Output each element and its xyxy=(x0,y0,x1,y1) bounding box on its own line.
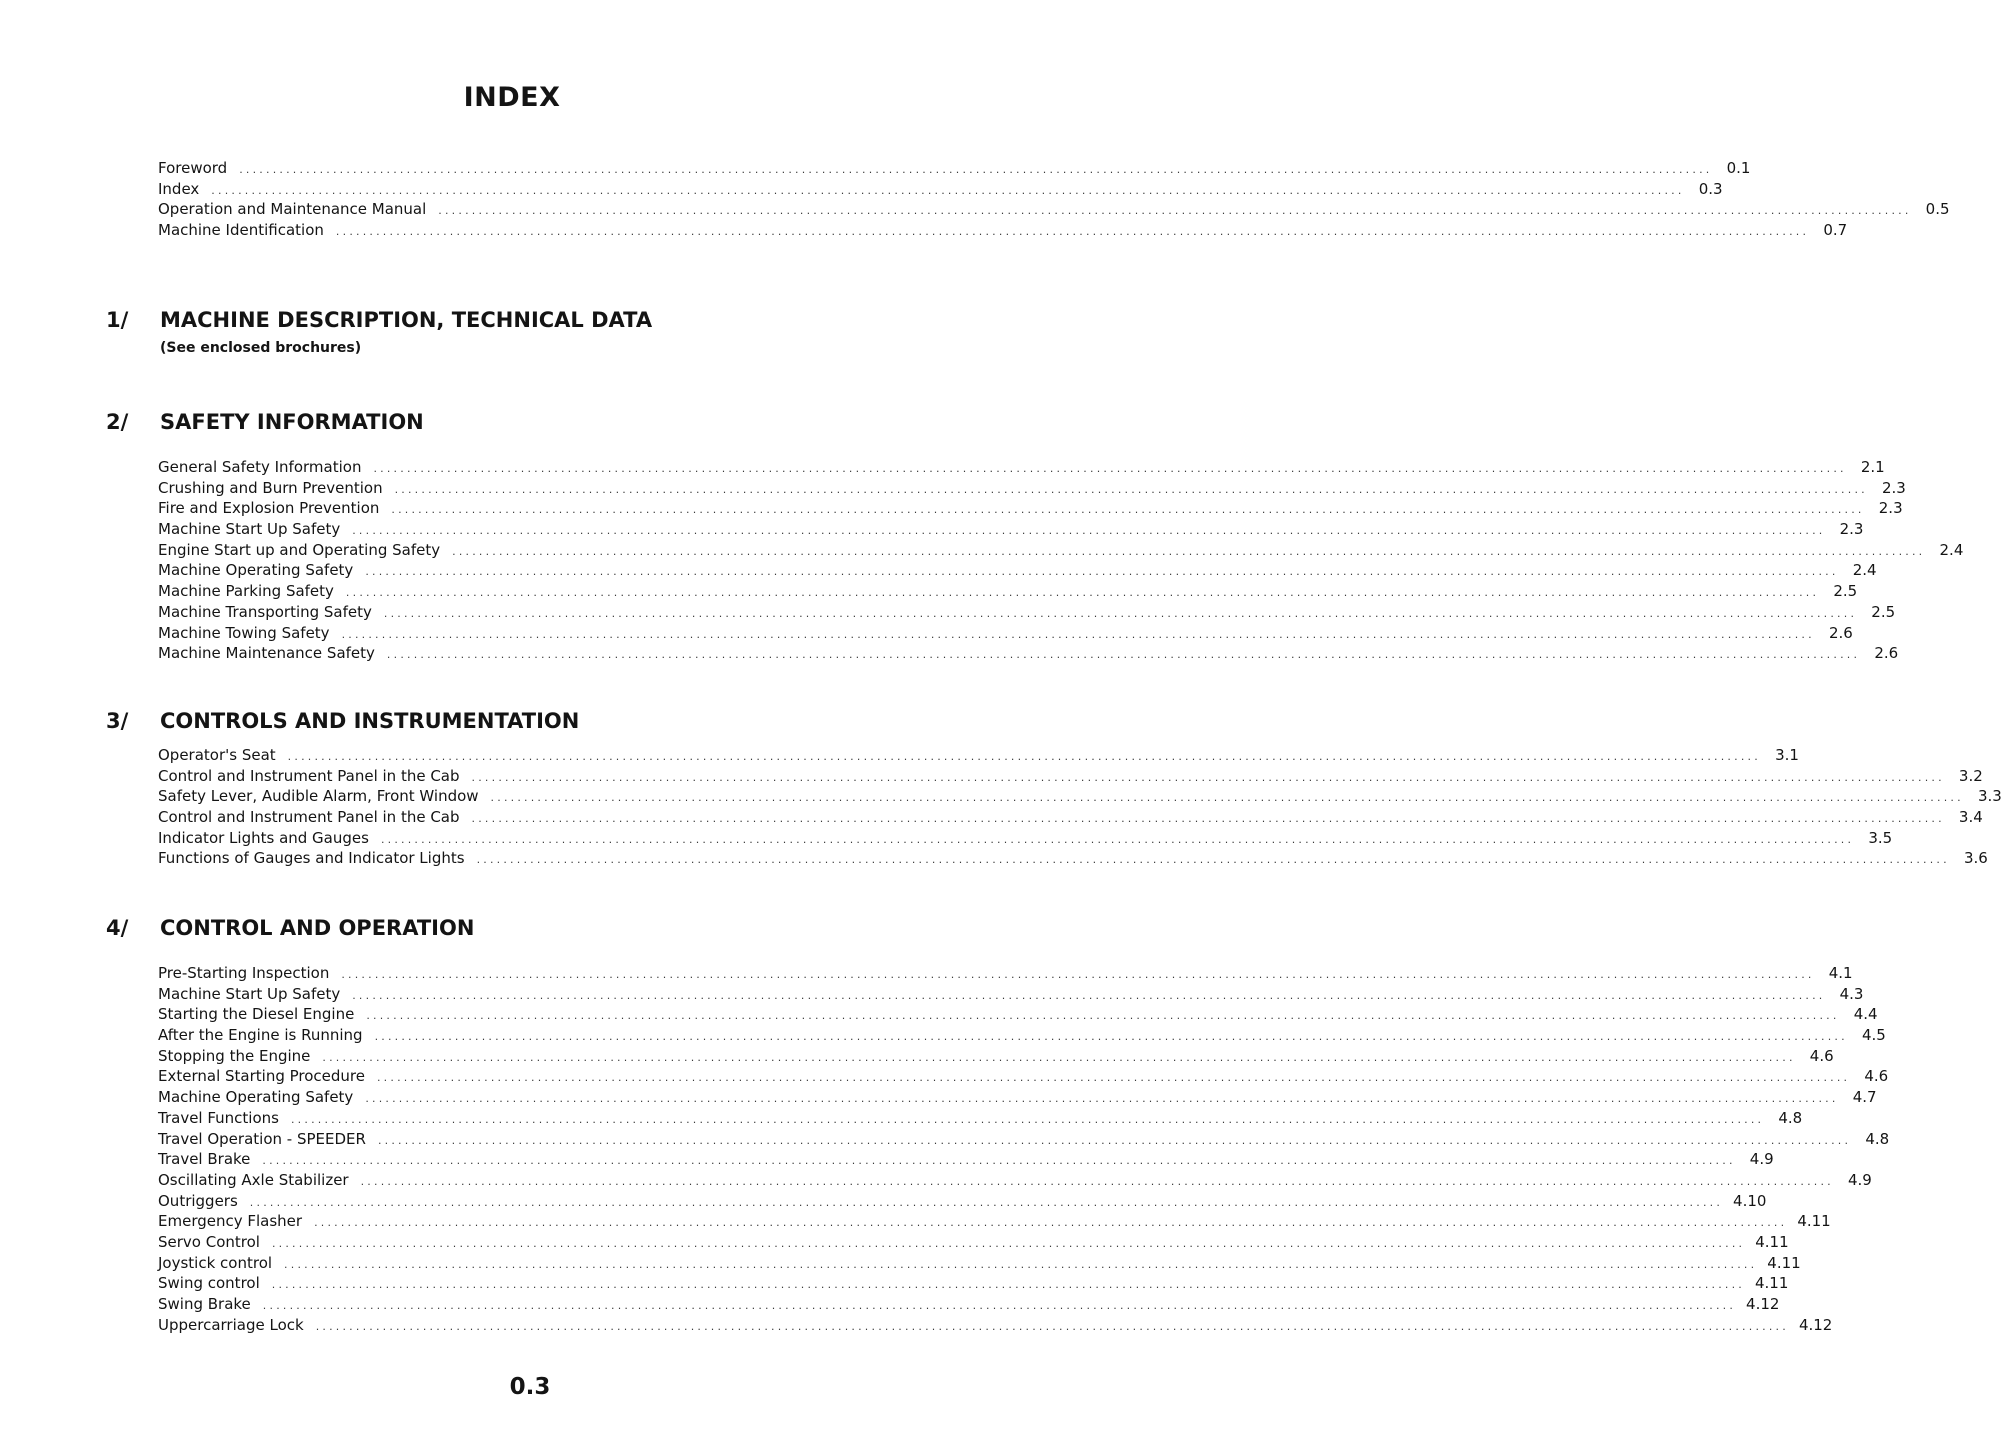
toc-entry[interactable] xyxy=(158,1273,1789,1294)
toc-entry[interactable] xyxy=(158,766,1983,787)
leader-dots: ............................................................................................................................................................................................................................ xyxy=(271,1278,1745,1292)
leader-dots: ............................................................................................................................................................................................................................ xyxy=(335,225,1810,239)
toc-section-3 xyxy=(158,745,2002,869)
leader-dots: ............................................................................................................................................................................................................................ xyxy=(471,812,1945,826)
toc-entry-label: Machine Start Up Safety xyxy=(158,520,341,539)
toc-entry[interactable] xyxy=(158,498,1903,519)
section-number: 2/ xyxy=(106,410,129,434)
toc-entry[interactable] xyxy=(158,457,1885,478)
leader-dots: ............................................................................................................................................................................................................................ xyxy=(352,988,1826,1002)
toc-entry-page: 4.11 xyxy=(1755,1274,1789,1293)
toc-entry-page: 2.4 xyxy=(1852,561,1877,580)
section-heading: CONTROLS AND INSTRUMENTATION xyxy=(160,709,580,733)
toc-entry[interactable] xyxy=(158,623,1853,644)
leader-dots: ............................................................................................................................................................................................................................ xyxy=(386,648,1861,662)
toc-entry-label: General Safety Information xyxy=(158,458,362,476)
toc-entry-label: Stopping the Engine xyxy=(158,1046,311,1065)
section-number: 4/ xyxy=(106,916,129,940)
leader-dots: ............................................................................................................................................................................................................................ xyxy=(345,586,1820,600)
toc-entry-page: 2.1 xyxy=(1860,458,1885,476)
toc-entry-label: Engine Start up and Operating Safety xyxy=(158,540,441,559)
toc-entry[interactable] xyxy=(158,1025,1886,1046)
leader-dots: ............................................................................................................................................................................................................................ xyxy=(391,503,1865,517)
toc-entry-label: Oscillating Axle Stabilizer xyxy=(158,1170,349,1189)
toc-entry-label: Foreword xyxy=(158,159,228,177)
leader-dots: ............................................................................................................................................................................................................................ xyxy=(380,832,1855,846)
toc-entry-label: External Starting Procedure xyxy=(158,1067,365,1086)
toc-entry[interactable] xyxy=(158,1129,1890,1150)
toc-entry-page: 4.11 xyxy=(1755,1232,1789,1251)
toc-entry[interactable] xyxy=(158,199,1950,220)
toc-entry-label: Swing Brake xyxy=(158,1295,251,1313)
toc-entry-label: Machine Start Up Safety xyxy=(158,984,341,1003)
toc-entry-label: Uppercarriage Lock xyxy=(158,1315,304,1334)
toc-entry-label: Travel Operation - SPEEDER xyxy=(158,1129,366,1148)
toc-entry-label: Machine Identification xyxy=(158,221,324,240)
toc-entry-label: Safety Lever, Audible Alarm, Front Window xyxy=(158,787,479,806)
toc-entry[interactable] xyxy=(158,1066,1889,1087)
toc-entry-label: Indicator Lights and Gauges xyxy=(158,828,369,847)
toc-entry-page: 4.11 xyxy=(1767,1253,1801,1272)
toc-entry-page: 2.3 xyxy=(1878,499,1903,518)
section-heading: SAFETY INFORMATION xyxy=(160,410,424,434)
toc-entry-label: Machine Maintenance Safety xyxy=(158,644,375,663)
leader-dots: ............................................................................................................................................................................................................................ xyxy=(360,1174,1834,1188)
toc-entry[interactable] xyxy=(158,786,2002,807)
leader-dots: ............................................................................................................................................................................................................................ xyxy=(239,163,1713,176)
toc-entry-page: 3.1 xyxy=(1775,746,1799,764)
toc-entry-label: Machine Parking Safety xyxy=(158,582,334,601)
leader-dots: ............................................................................................................................................................................................................................ xyxy=(471,770,1945,784)
toc-entry[interactable] xyxy=(158,807,1983,828)
leader-dots: ............................................................................................................................................................................................................................ xyxy=(341,968,1815,981)
toc-entry[interactable] xyxy=(158,1191,1767,1212)
page-title: INDEX xyxy=(463,82,561,113)
toc-entry-page: 4.7 xyxy=(1852,1088,1877,1107)
toc-entry[interactable] xyxy=(158,581,1858,602)
toc-entry-page: 2.3 xyxy=(1839,520,1864,539)
leader-dots: ............................................................................................................................................................................................................................ xyxy=(490,791,1964,805)
leader-dots: ............................................................................................................................................................................................................................ xyxy=(373,462,1847,475)
toc-entry[interactable] xyxy=(158,1253,1801,1274)
toc-entry[interactable] xyxy=(158,963,1853,984)
toc-entry[interactable] xyxy=(158,1108,1803,1129)
toc-entry[interactable] xyxy=(158,984,1864,1005)
toc-entry-page: 4.4 xyxy=(1853,1005,1878,1024)
section-note: (See enclosed brochures) xyxy=(160,340,362,356)
toc-entry-page: 4.8 xyxy=(1865,1129,1890,1148)
leader-dots: ............................................................................................................................................................................................................................ xyxy=(352,524,1826,538)
leader-dots: ............................................................................................................................................................................................................................ xyxy=(314,1216,1788,1230)
toc-entry[interactable] xyxy=(158,179,1723,200)
toc-entry-page: 4.9 xyxy=(1848,1170,1872,1189)
leader-dots: ............................................................................................................................................................................................................................ xyxy=(315,1319,1789,1333)
toc-entry-label: Machine Transporting Safety xyxy=(158,602,372,621)
toc-entry-page: 3.2 xyxy=(1958,766,1983,785)
toc-entry[interactable] xyxy=(158,1315,1833,1336)
leader-dots: ............................................................................................................................................................................................................................ xyxy=(262,1154,1736,1168)
toc-entry-page: 3.3 xyxy=(1977,787,2002,806)
toc-entry-label: Control and Instrument Panel in the Cab xyxy=(158,808,460,827)
toc-entry[interactable] xyxy=(158,1046,1834,1067)
toc-section-2 xyxy=(158,457,1964,664)
toc-entry-page: 0.1 xyxy=(1726,159,1751,177)
toc-entry[interactable] xyxy=(158,560,1877,581)
leader-dots: ............................................................................................................................................................................................................................ xyxy=(383,606,1858,620)
toc-entry[interactable] xyxy=(158,602,1896,623)
leader-dots: ............................................................................................................................................................................................................................ xyxy=(374,1030,1848,1044)
toc-entry-page: 4.6 xyxy=(1864,1067,1889,1086)
toc-entry-page: 2.5 xyxy=(1833,582,1858,601)
toc-section-4 xyxy=(158,963,1890,1335)
toc-entry-page: 4.12 xyxy=(1746,1295,1780,1313)
toc-entry[interactable] xyxy=(158,158,1751,179)
toc-entry-page: 3.4 xyxy=(1958,808,1983,827)
leader-dots: ............................................................................................................................................................................................................................ xyxy=(290,1112,1765,1126)
section-number: 3/ xyxy=(106,709,129,733)
leader-dots: ............................................................................................................................................................................................................................ xyxy=(452,544,1926,558)
toc-entry-page: 4.9 xyxy=(1749,1150,1774,1169)
toc-entry-label: Crushing and Burn Prevention xyxy=(158,478,383,497)
toc-entry-label: Machine Operating Safety xyxy=(158,561,354,580)
toc-entry-page: 2.6 xyxy=(1874,644,1899,663)
leader-dots: ............................................................................................................................................................................................................................ xyxy=(394,482,1868,496)
section-heading: MACHINE DESCRIPTION, TECHNICAL DATA xyxy=(160,308,653,332)
toc-entry-page: 4.8 xyxy=(1778,1108,1803,1127)
toc-entry[interactable] xyxy=(158,220,1848,241)
leader-dots: ............................................................................................................................................................................................................................ xyxy=(365,1092,1839,1106)
toc-entry-label: Emergency Flasher xyxy=(158,1212,303,1231)
toc-entry[interactable] xyxy=(158,1211,1831,1232)
toc-entry-page: 4.6 xyxy=(1809,1046,1834,1065)
toc-entry[interactable] xyxy=(158,643,1899,664)
toc-entry-label: Machine Operating Safety xyxy=(158,1088,354,1107)
leader-dots: ............................................................................................................................................................................................................................ xyxy=(366,1009,1840,1023)
leader-dots: ............................................................................................................................................................................................................................ xyxy=(377,1133,1852,1147)
leader-dots: ............................................................................................................................................................................................................................ xyxy=(341,627,1815,641)
section-heading: CONTROL AND OPERATION xyxy=(160,916,475,940)
toc-entry-page: 3.5 xyxy=(1868,828,1893,847)
toc-entry-page: 4.3 xyxy=(1839,984,1864,1003)
page-number: 0.3 xyxy=(509,1374,551,1400)
leader-dots: ............................................................................................................................................................................................................................ xyxy=(271,1236,1746,1250)
toc-entry-page: 2.3 xyxy=(1881,478,1906,497)
leader-dots: ............................................................................................................................................................................................................................ xyxy=(438,204,1912,218)
toc-entry[interactable] xyxy=(158,1087,1877,1108)
toc-entry[interactable] xyxy=(158,1232,1789,1253)
leader-dots: ............................................................................................................................................................................................................................ xyxy=(365,565,1839,579)
toc-entry-page: 4.1 xyxy=(1828,964,1853,982)
toc-entry-page: 0.5 xyxy=(1925,200,1950,219)
toc-entry-label: Outriggers xyxy=(158,1191,238,1210)
toc-entry[interactable] xyxy=(158,848,1988,869)
toc-entry-page: 4.12 xyxy=(1798,1315,1833,1334)
toc-entry-label: Pre-Starting Inspection xyxy=(158,964,330,982)
toc-entry-label: Swing control xyxy=(158,1274,260,1293)
leader-dots: ............................................................................................................................................................................................................................ xyxy=(284,1257,1758,1271)
leader-dots: ............................................................................................................................................................................................................................ xyxy=(287,750,1761,763)
toc-entry[interactable] xyxy=(158,1294,1780,1315)
toc-entry-label: Joystick control xyxy=(158,1253,273,1272)
toc-entry-label: Fire and Explosion Prevention xyxy=(158,499,380,518)
toc-entry-label: Operator's Seat xyxy=(158,746,276,764)
toc-entry[interactable] xyxy=(158,745,1799,766)
toc-intro xyxy=(158,158,1950,241)
toc-entry[interactable] xyxy=(158,1170,1872,1191)
leader-dots: ............................................................................................................................................................................................................................ xyxy=(249,1195,1724,1209)
toc-entry-page: 0.7 xyxy=(1823,221,1848,240)
toc-entry-page: 2.6 xyxy=(1828,623,1853,642)
leader-dots: ............................................................................................................................................................................................................................ xyxy=(322,1050,1796,1064)
toc-entry-page: 4.10 xyxy=(1733,1191,1767,1210)
toc-entry-label: After the Engine is Running xyxy=(158,1026,363,1045)
toc-entry-page: 3.6 xyxy=(1963,849,1988,868)
toc-entry-label: Machine Towing Safety xyxy=(158,623,330,642)
toc-entry[interactable] xyxy=(158,828,1893,849)
toc-entry[interactable] xyxy=(158,519,1864,540)
toc-entry-label: Control and Instrument Panel in the Cab xyxy=(158,766,460,785)
leader-dots: ............................................................................................................................................................................................................................ xyxy=(262,1299,1737,1312)
toc-entry-page: 0.3 xyxy=(1698,179,1723,198)
section-number: 1/ xyxy=(106,308,129,332)
toc-entry-label: Travel Functions xyxy=(158,1108,279,1127)
toc-entry-label: Functions of Gauges and Indicator Lights xyxy=(158,849,465,868)
toc-entry-label: Index xyxy=(158,179,200,198)
toc-entry[interactable] xyxy=(158,540,1964,561)
toc-entry[interactable] xyxy=(158,1004,1878,1025)
toc-entry-page: 4.11 xyxy=(1797,1212,1831,1231)
toc-entry-label: Operation and Maintenance Manual xyxy=(158,200,427,219)
leader-dots: ............................................................................................................................................................................................................................ xyxy=(211,183,1685,197)
toc-entry-label: Travel Brake xyxy=(158,1150,251,1169)
toc-entry-label: Servo Control xyxy=(158,1232,260,1251)
leader-dots: ............................................................................................................................................................................................................................ xyxy=(376,1071,1851,1085)
toc-entry-page: 2.5 xyxy=(1871,602,1896,621)
leader-dots: ............................................................................................................................................................................................................................ xyxy=(476,853,1950,867)
toc-entry-label: Starting the Diesel Engine xyxy=(158,1005,355,1024)
toc-entry-page: 4.5 xyxy=(1861,1026,1886,1045)
toc-entry-page: 2.4 xyxy=(1939,540,1964,559)
toc-entry[interactable] xyxy=(158,478,1906,499)
toc-entry[interactable] xyxy=(158,1149,1774,1170)
